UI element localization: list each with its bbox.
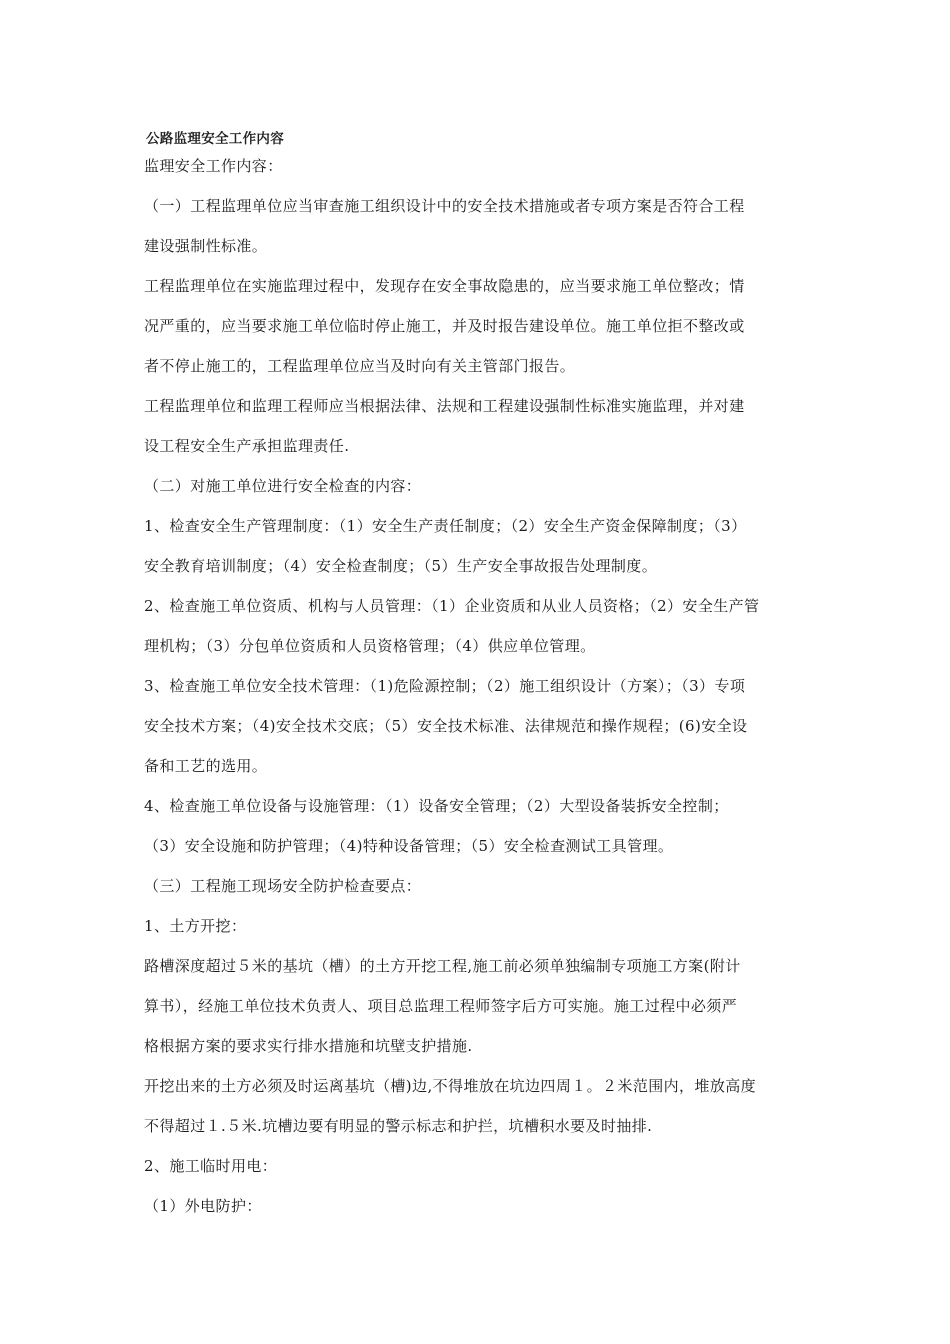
text-line: 开挖出来的土方必须及时运离基坑（槽)边,不得堆放在坑边四周１。２米范围内，堆放高度 bbox=[144, 1077, 757, 1095]
list-item bbox=[144, 506, 814, 586]
text-line: （二）对施工单位进行安全检查的内容： bbox=[144, 477, 422, 495]
text-line: （一）工程监理单位应当审查施工组织设计中的安全技术措施或者专项方案是否符合工程 bbox=[144, 197, 745, 215]
text-line: 工程监理单位和监理工程师应当根据法律、法规和工程建设强制性标准实施监理，并对建 bbox=[144, 397, 745, 415]
document-body bbox=[144, 146, 814, 1226]
text-line: 1、土方开挖： bbox=[144, 917, 247, 935]
list-item bbox=[144, 586, 814, 666]
text-line: 2、检查施工单位资质、机构与人员管理：（1）企业资质和从业人员资格；（2）安全生产管 bbox=[144, 597, 760, 615]
list-item bbox=[144, 666, 814, 786]
section-heading bbox=[144, 866, 814, 906]
subsection-heading bbox=[144, 906, 814, 946]
text-line: 建设强制性标准。 bbox=[144, 237, 268, 255]
subsection-heading bbox=[144, 1146, 814, 1186]
text-line: 者不停止施工的，工程监理单位应当及时向有关主管部门报告。 bbox=[144, 357, 576, 375]
text-line: 路槽深度超过５米的基坑（槽）的土方开挖工程,施工前必须单独编制专项施工方案(附计 bbox=[144, 957, 741, 975]
text-line: 1、检查安全生产管理制度：（1）安全生产责任制度；（2）安全生产资金保障制度；（3） bbox=[144, 517, 747, 535]
text-line: 安全技术方案；（4)安全技术交底；（5）安全技术标准、法律规范和操作规程；(6)安全设 bbox=[144, 717, 748, 735]
paragraph-4 bbox=[144, 946, 814, 1066]
text-line: （1）外电防护： bbox=[144, 1197, 262, 1215]
text-line: 安全教育培训制度；（4）安全检查制度；（5）生产安全事故报告处理制度。 bbox=[144, 557, 658, 575]
text-line: 况严重的，应当要求施工单位临时停止施工，并及时报告建设单位。施工单位拒不整改或 bbox=[144, 317, 745, 335]
paragraph-2 bbox=[144, 266, 814, 386]
text-line: 理机构；（3）分包单位资质和人员资格管理；（4）供应单位管理。 bbox=[144, 637, 596, 655]
paragraph-3 bbox=[144, 386, 814, 466]
text-line: 工程监理单位在实施监理过程中，发现存在安全事故隐患的，应当要求施工单位整改；情 bbox=[144, 277, 745, 295]
paragraph-5 bbox=[144, 1066, 814, 1146]
text-line: （3）安全设施和防护管理；（4)特种设备管理；（5）安全检查测试工具管理。 bbox=[144, 837, 674, 855]
text-line: 设工程安全生产承担监理责任. bbox=[144, 437, 350, 455]
text-line: 算书），经施工单位技术负责人、项目总监理工程师签字后方可实施。施工过程中必须严 bbox=[144, 997, 738, 1015]
section-heading bbox=[144, 466, 814, 506]
list-item bbox=[144, 786, 814, 866]
subsection-heading bbox=[144, 1186, 814, 1226]
text-line: 2、施工临时用电： bbox=[144, 1157, 278, 1175]
section-intro-label: 监理安全工作内容： bbox=[144, 157, 283, 175]
text-line: （三）工程施工现场安全防护检查要点： bbox=[144, 877, 422, 895]
text-line: 3、检查施工单位安全技术管理：（1)危险源控制；（2）施工组织设计（方案）；（3）专项 bbox=[144, 677, 746, 695]
text-line: 4、检查施工单位设备与设施管理：（1）设备安全管理；（2）大型设备装拆安全控制； bbox=[144, 797, 729, 815]
text-line: 格根据方案的要求实行排水措施和坑壁支护措施. bbox=[144, 1037, 473, 1055]
paragraph-1 bbox=[144, 186, 814, 266]
document-title: 公路监理安全工作内容 bbox=[146, 131, 284, 147]
text-line: 备和工艺的选用。 bbox=[144, 757, 268, 775]
text-line: 不得超过１.５米.坑槽边要有明显的警示标志和护拦，坑槽积水要及时抽排. bbox=[144, 1117, 653, 1135]
